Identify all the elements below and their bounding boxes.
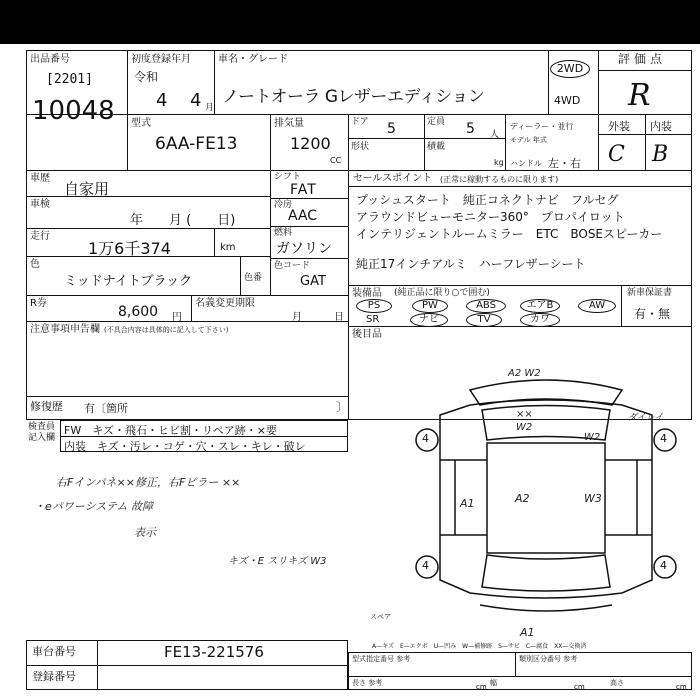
equip-sub: (純正品に限り○で囲む): [394, 288, 490, 298]
repair-label: 修復歴: [30, 400, 63, 413]
usage-value: 自家用: [64, 180, 110, 198]
color-code-value: GAT: [300, 274, 326, 289]
height-label: 高さ: [610, 679, 624, 687]
cm-1: cm: [476, 683, 487, 691]
color-no-label: 色番: [244, 273, 263, 283]
mark-w3: W3: [584, 492, 602, 505]
capacity-value: 5: [466, 121, 475, 137]
handle-label: ハンドル: [510, 159, 542, 168]
ac-label: 冷房: [274, 200, 293, 210]
spec-label-1: 型式指定番号 参考: [352, 655, 411, 663]
title-expiry-label: 名義変更期限: [195, 298, 255, 309]
mileage-value: 1万6千374: [88, 239, 171, 258]
equip-sr: SR: [366, 314, 380, 325]
car-damage-diagram: [400, 365, 692, 635]
yen-unit: 円: [172, 312, 182, 323]
chassis-number: FE13-221576: [164, 643, 264, 661]
equip-aw: AW: [578, 299, 616, 313]
inspection-value: 年 月 ( 日): [130, 213, 236, 228]
mileage-label: 走行: [30, 231, 50, 242]
handwritten-note-2: ・eパワーシステム 故障: [34, 500, 153, 513]
reg-month: 4: [190, 90, 202, 111]
mark-right-note: ダイレイ: [628, 413, 664, 423]
lot-number: 10048: [32, 96, 115, 126]
sales-sub: (正常に稼動するものに限ります): [440, 175, 559, 184]
recycle-label: R券: [30, 298, 47, 309]
chassis-label: 車台番号: [32, 645, 76, 658]
repair-value: 有〔箇所: [84, 402, 128, 415]
ac-value: AAC: [288, 208, 318, 224]
cm-3: cm: [676, 683, 687, 691]
model-year-label: モデル 年式: [510, 136, 547, 144]
sales-line-3: インテリジェントルームミラー ETC BOSEスピーカー: [356, 227, 663, 241]
interior-grade: B: [652, 142, 669, 167]
reg-year: 4: [156, 90, 168, 111]
spec-label-2: 類別区分番号 参考: [519, 655, 578, 663]
mark-top: A2 W2: [508, 368, 541, 379]
length-label: 長さ 参考: [352, 679, 383, 687]
spare-label: スペア: [370, 613, 391, 621]
cm-2: cm: [574, 683, 585, 691]
mark-w2-right: W2: [584, 432, 601, 443]
reg-number-label: 登録番号: [32, 670, 76, 683]
tire-rr: 4: [660, 559, 667, 572]
model-label: 型式: [131, 118, 151, 129]
rating-value: R: [628, 78, 651, 113]
cc-unit: CC: [330, 156, 342, 165]
shift-value: FAT: [290, 182, 317, 198]
car-name: ノートオーラ Gレザーエディション: [222, 87, 485, 107]
km-unit: km: [220, 242, 236, 253]
inspector-row-1: FW キズ・飛石・ヒビ割・リペア跡・×要: [64, 424, 277, 437]
equip-navi: ナビ: [410, 313, 448, 327]
equip-label: 装備品: [352, 288, 382, 299]
new-car-value: 有・無: [634, 307, 671, 321]
sales-label: セールスポイント: [353, 173, 433, 184]
color-code-label: 色コード: [274, 261, 311, 271]
width-label: 幅: [490, 679, 497, 687]
month-unit: 月: [205, 103, 215, 113]
displacement-label: 排気量: [274, 118, 304, 129]
equip-ac: エアB: [520, 299, 560, 313]
lot-label: 出品番号: [30, 54, 70, 65]
mark-bottom: A1: [520, 626, 535, 639]
new-car-label: 新車保証書: [627, 288, 673, 298]
sales-line-1: プッシュスタート 純正コネクトナビ フルセグ: [356, 193, 619, 207]
exterior-label: 外装: [608, 120, 630, 133]
shape-label: 形状: [351, 142, 370, 152]
capacity-label: 定員: [427, 117, 446, 127]
notes-label: 注意事項申告欄: [30, 324, 100, 335]
equip-tv: TV: [466, 313, 502, 327]
title-day: 日: [334, 312, 344, 323]
drive-4wd: 4WD: [554, 94, 581, 107]
handwritten-note-4: キズ・E スリキズ W3: [228, 556, 327, 567]
equip-kawa: カワ: [520, 313, 560, 327]
top-black-bar: [0, 0, 700, 44]
tire-fl: 4: [422, 432, 429, 445]
door-label: ドア: [351, 117, 369, 127]
first-reg-label: 初度登録年月: [131, 54, 191, 65]
usage-label: 車歴: [30, 173, 50, 184]
load-label: 積載: [427, 142, 446, 152]
handwritten-note-1: 右Fインパネ××修正，右Fピラー ××: [56, 476, 241, 489]
mark-xx: ×× W2: [516, 409, 533, 433]
fuel-value: ガソリン: [276, 241, 332, 257]
tire-rl: 4: [422, 559, 429, 572]
recycle-fee: 8,600: [118, 304, 159, 320]
carname-label: 車名・グレード: [218, 54, 288, 65]
equip-pw: PW: [412, 299, 448, 313]
lot-prefix: [2201]: [46, 72, 93, 87]
person-unit: 人: [490, 130, 500, 140]
doors-value: 5: [387, 121, 396, 137]
color-value: ミッドナイトブラック: [64, 274, 193, 289]
handwritten-note-3: 表示: [134, 526, 156, 539]
mark-a2: A2: [515, 492, 530, 505]
interior-label: 内装: [650, 120, 672, 133]
inspection-label: 車検: [30, 199, 50, 210]
rear-seat-label: 後目品: [352, 329, 382, 340]
kg-unit: kg: [494, 158, 504, 167]
legend: A—キズ E—エクボ U—凹み W—補修跡 S—サビ C—腐食 XX—交換済: [372, 643, 587, 650]
dealer-label: ディーラー・並行: [510, 122, 574, 131]
title-month: 月: [292, 312, 302, 323]
drive-2wd: 2WD: [550, 60, 590, 78]
equip-ps: PS: [356, 299, 392, 313]
exterior-grade: C: [608, 142, 625, 167]
fuel-label: 燃料: [274, 228, 293, 238]
mark-a1: A1: [460, 497, 475, 510]
era: 令和: [134, 70, 159, 84]
sales-line-4: 純正17インチアルミ ハーフレザーシート: [356, 257, 586, 271]
tire-fr: 4: [660, 432, 667, 445]
model-value: 6AA-FE13: [155, 134, 238, 154]
sales-line-2: アラウンドビューモニター360° プロパイロット: [356, 210, 625, 224]
displacement-value: 1200: [290, 134, 331, 153]
notes-sub: (不具合内容は具体的に記入して下さい): [104, 326, 229, 334]
inspector-label: 検査員 記入欄: [28, 422, 56, 443]
inspector-row-2: 内装 キズ・汚レ・コゲ・穴・スレ・キレ・破レ: [64, 440, 306, 453]
handle-value: 左・右: [548, 157, 581, 170]
color-label: 色: [30, 259, 40, 270]
equip-abs: ABS: [466, 299, 506, 313]
shift-label: シフト: [274, 172, 302, 182]
rating-label: 評価点: [618, 52, 667, 66]
